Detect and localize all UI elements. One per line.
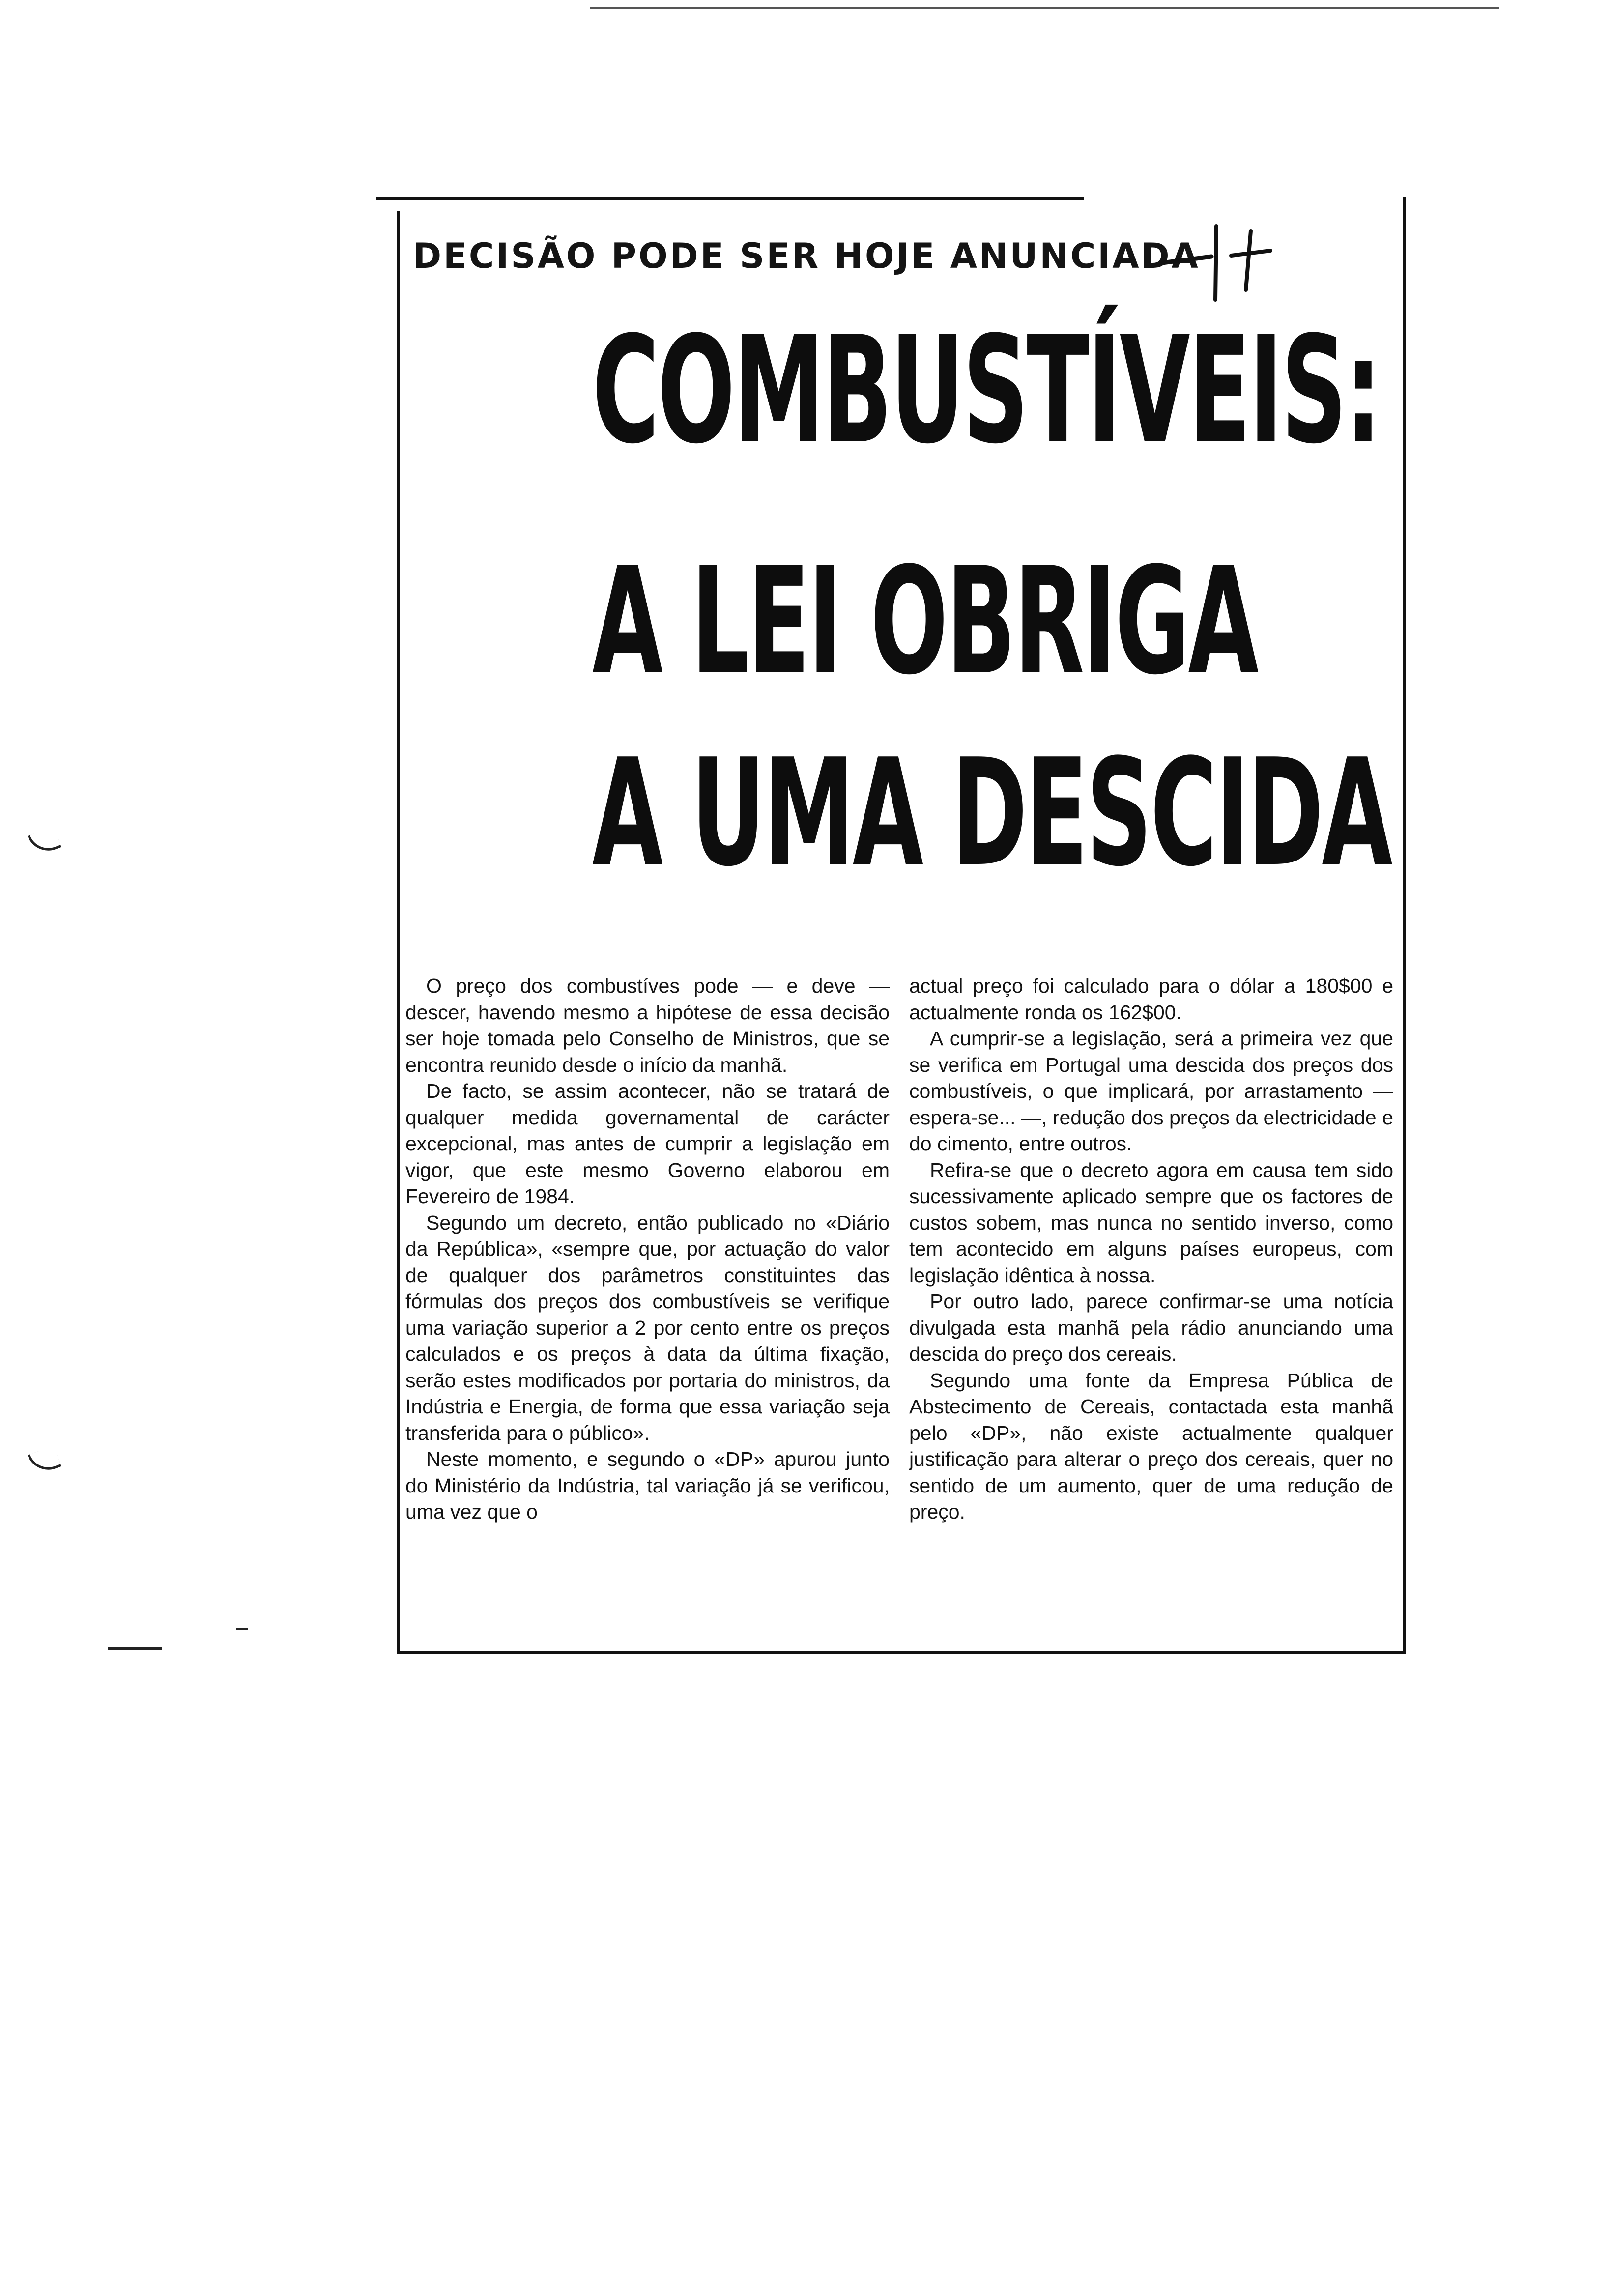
paragraph: A cumprir-se a legislação, será a primeira vez que se verifica em Portugal uma descida dos preços dos combustíveis, o que implicará, por arrastamento — espera-se... —, redução dos preços da electricidade e do cimento, entre outros. — [909, 1027, 1393, 1155]
headline-line-2: A LEI OBRIGA — [592, 536, 1257, 707]
paragraph: Neste momento, e segundo o «DP» apurou junto do Ministério da Indústria, tal variação já se verificou, uma vez que o — [405, 1448, 890, 1523]
punch-hole-mark-bottom — [28, 1446, 61, 1476]
paragraph: O preço dos combustíves pode — e deve — descer, havendo mesmo a hipótese de essa decisão ser hoje tomada pelo Conselho de Ministros, que se encontra reunido desde o início da manhã. — [405, 975, 890, 1076]
clipping-border-bottom — [397, 1651, 1406, 1654]
paragraph: De facto, se assim acontecer, não se tratará de qualquer medida governamental de carácter excepcional, mas antes de cumprir a legislação em vigor, que este mesmo Governo elaborou em Fevereiro de 1984. — [405, 1080, 890, 1207]
scan-edge-line — [590, 7, 1499, 9]
article-body — [405, 973, 1393, 1525]
paragraph: Por outro lado, parece confirmar-se uma notícia divulgada esta manhã pela rádio anunciando uma descida do preço dos cereais. — [909, 1290, 1393, 1365]
paragraph: Refira-se que o decreto agora em causa tem sido sucessivamente aplicado sempre que os factores de custos sobem, mas nunca no sentido inverso, como tem acontecido em alguns países europeus, com legislação idêntica à nossa. — [909, 1158, 1393, 1287]
newspaper-clipping — [376, 197, 1408, 1651]
paragraph: actual preço foi calculado para o dólar a 180$00 e actualmente ronda os 162$00. — [909, 975, 1393, 1024]
clipping-border-top — [376, 197, 1084, 200]
paragraph: Segundo uma fonte da Empresa Pública de Abstecimento de Cereais, contactada esta manhã pelo «DP», não existe actualmente qualquer justificação para alterar o preço dos cereais, quer no sentido de um aumento, quer de uma redução de preço. — [909, 1369, 1393, 1523]
article-column-left — [405, 973, 890, 1525]
clipping-border-right — [1403, 197, 1406, 1651]
handwritten-annotation — [1157, 216, 1275, 305]
headline-line-1: COMBUSTÍVEIS: — [592, 305, 1380, 476]
punch-hole-mark-top — [28, 827, 61, 857]
paragraph: Segundo um decreto, então publicado no «Diário da República», «sempre que, por actuação do valor de qualquer dos parâmetros constituintes das fórmulas dos preços dos combustíveis se verifique uma variação superior a 2 por cento entre os preços calculados e os preços à data da última fixação, serão estes modificados por portaria do ministros, da Indústria e Energia, de forma que essa variação seja transferida para o público». — [405, 1211, 890, 1444]
article-kicker: DECISÃO PODE SER HOJE ANUNCIADA — [413, 236, 1200, 276]
article-column-right — [909, 973, 1393, 1525]
headline-line-3: A UMA DESCIDA — [592, 727, 1391, 899]
clipping-border-left — [397, 211, 400, 1651]
margin-dot — [236, 1628, 248, 1630]
margin-dash — [108, 1647, 162, 1650]
